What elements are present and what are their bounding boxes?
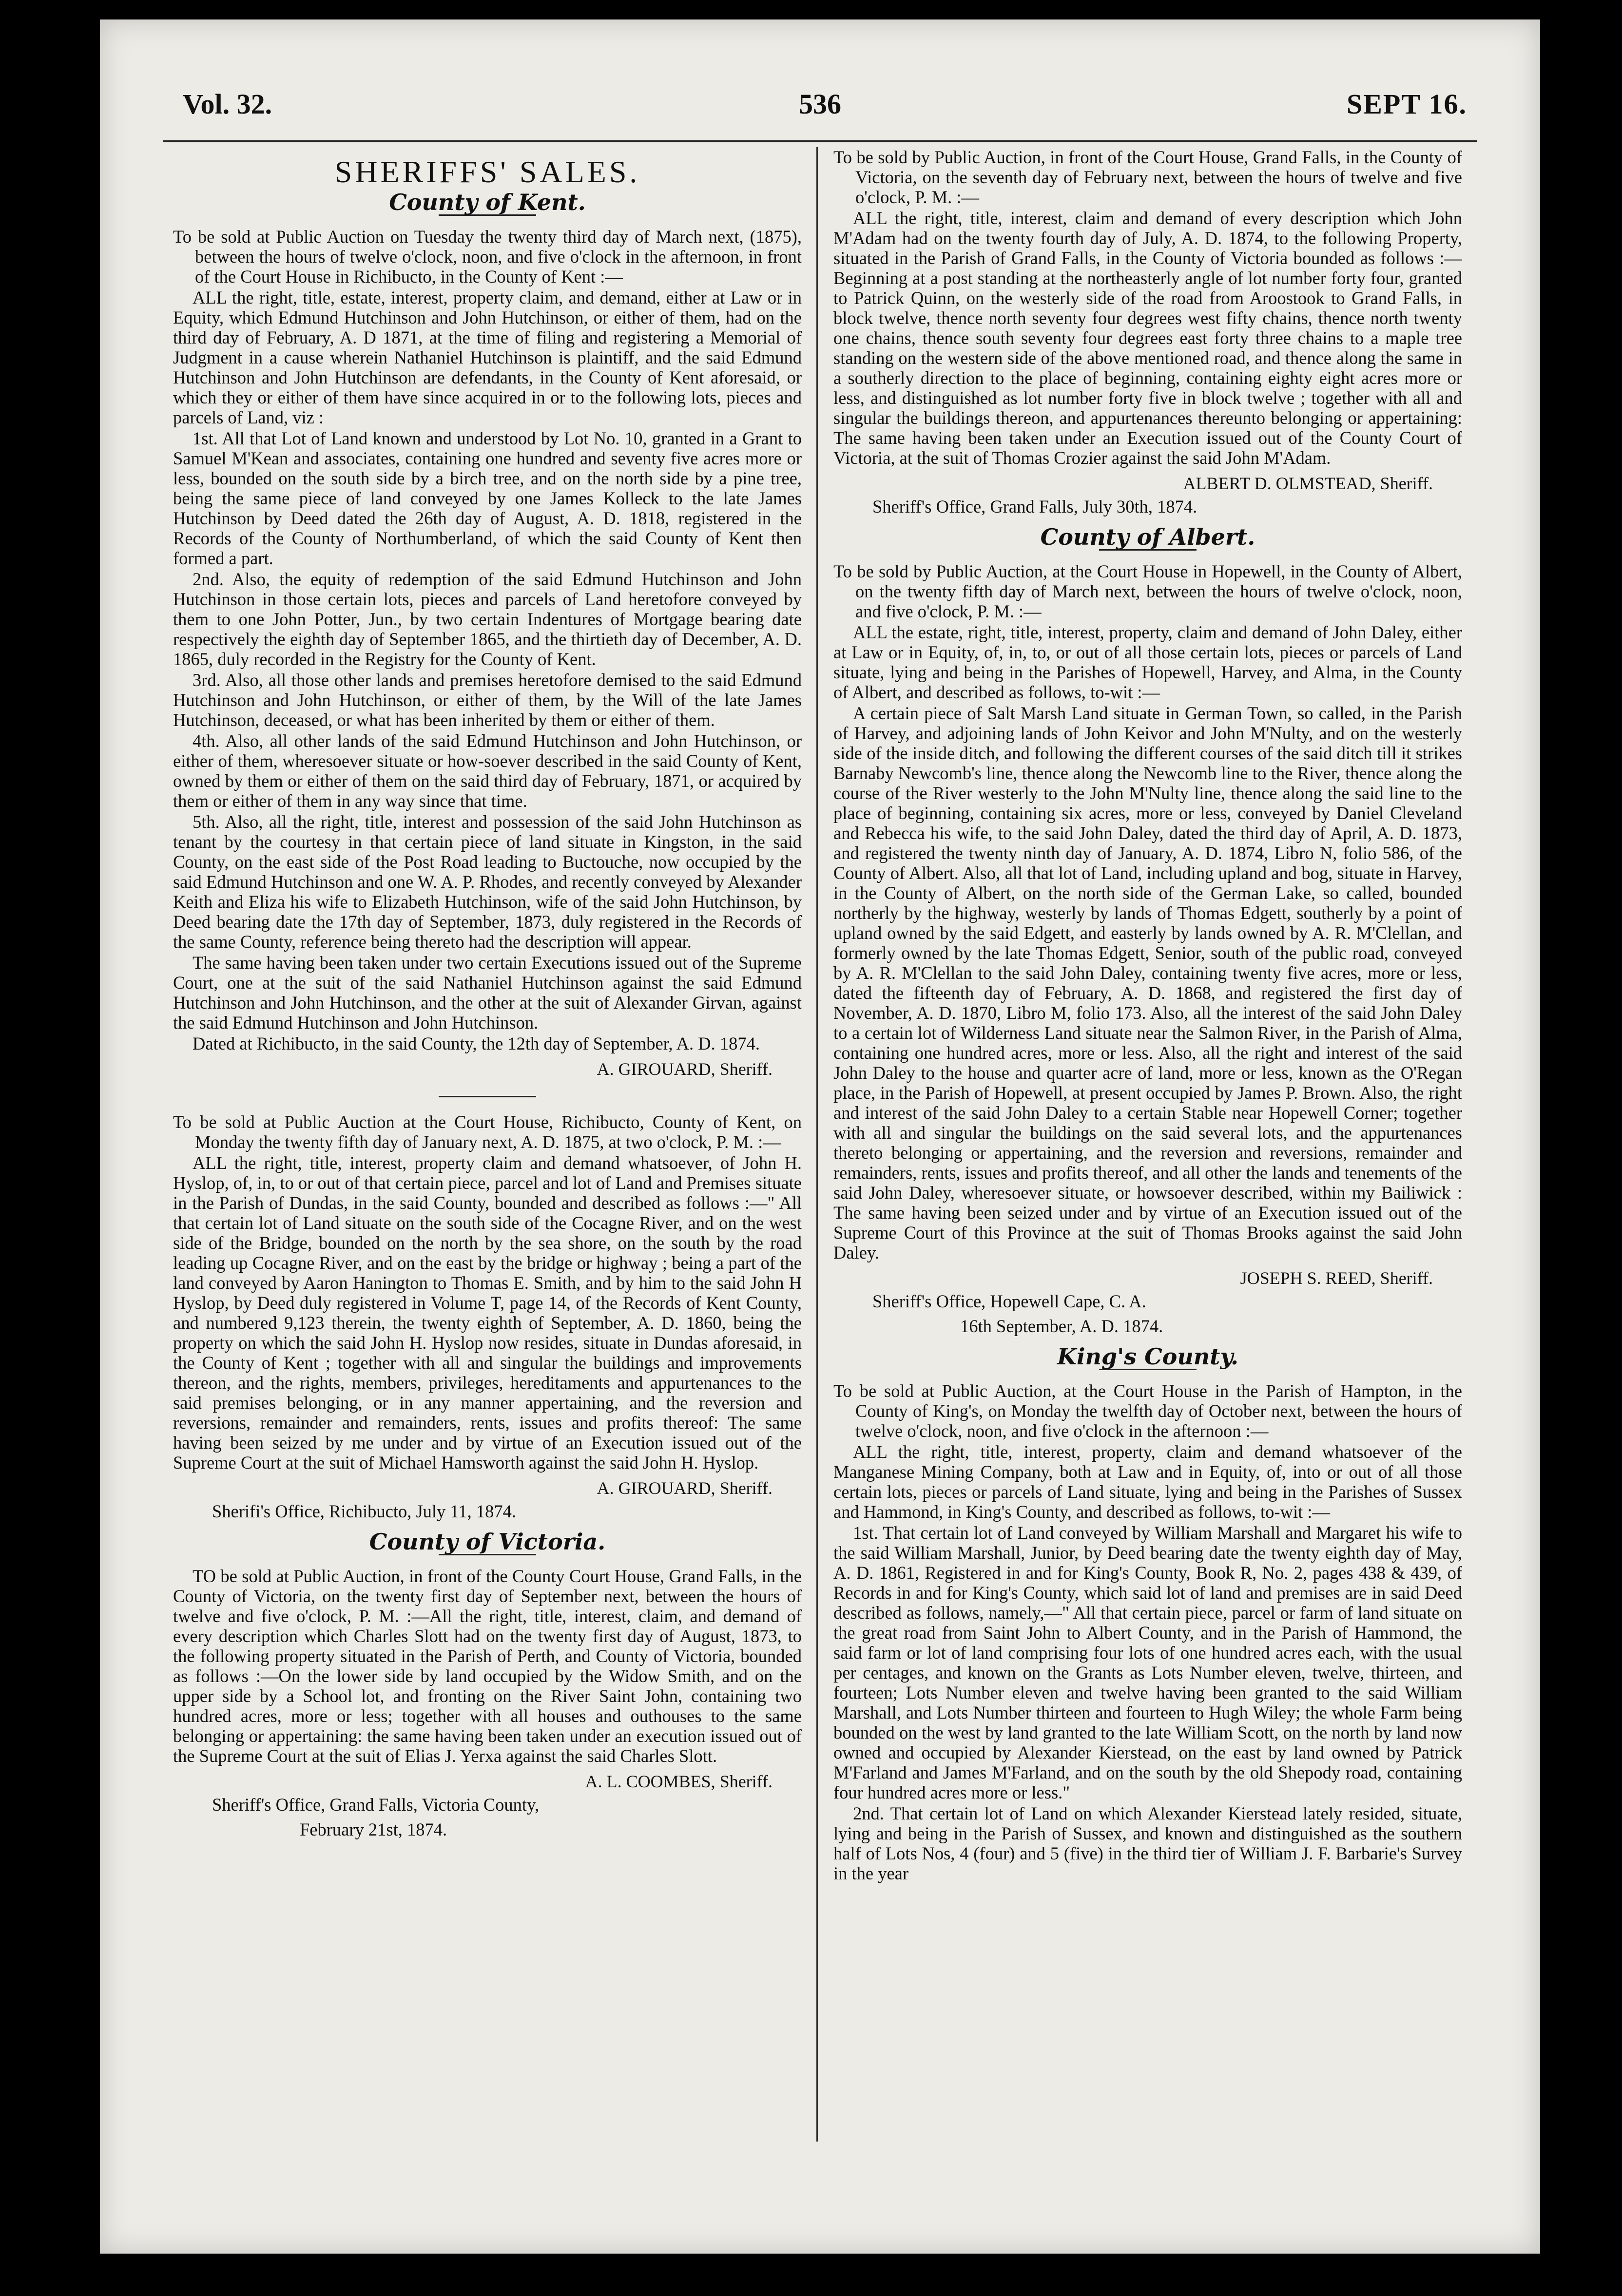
notice-paragraph: ALL the right, title, interest, property claim and demand whatsoever, of John H. Hyslop, of, in, to or out of that certain piece, parcel and lot of Land and Premises situate in the Parish of Dundas, in the said County, bounded and described as follows :—" All that certain lot of Land situate on the south side of the Cocagne River, and on the west side of the Bridge, bounded on the north by the sea shore, on the south by the road leading up Cocagne River, and on the east by the bridge or highway ; being a part of the land conveyed by Aaron Hanington to Thomas E. Smith, and by him to the said John H Hyslop, by Deed duly registered in Volume T, page 14, of the Records of Kent County, and numbered 9,123 therein, the twenty eighth of September, A. D. 1860, being the property on which the said John H. Hyslop now resides, situate in Dundas aforesaid, in the County of Kent ; together with all and singular the buildings and improvements thereon, and the rights, members, privileges, hereditaments and appurtenances to the said premises belonging, or in any manner appertaining, and the reversion and reversions, remainder and remainders, rents, issues and profits thereof: The same having been seized by me under and by virtue of an Execution issued out of the Supreme Court at the suit of Michael Hamsworth against the said John H. Hyslop. [173,1153,802,1473]
left-column [173,147,802,2098]
county-heading-albert: County of Albert. [1040,524,1255,550]
notice-paragraph: The same having been taken under two certain Executions issued out of the Supreme Court, one at the suit of the said Nathaniel Hutchinson against the said Edmund Hutchinson and John Hutchinson, and the other at the suit of Alexander Girvan, against the said Edmund Hutchinson and John Hutchinson. [173,953,802,1033]
notice-paragraph: A certain piece of Salt Marsh Land situate in German Town, so called, in the Parish of Harvey, and adjoining lands of John Keivor and John M'Nulty, and on the westerly side of the inside ditch, and following the different courses of the said ditch till it strikes Barnaby Newcomb's line, thence along the Newcomb line to the River, thence along the course of the River westerly to the John M'Nulty line, thence along the said line to the place of beginning, containing six acres, more or less, conveyed by Daniel Cleveland and Rebecca his wife, to the said John Daley, dated the third day of April, A. D. 1873, and registered the twenty ninth day of January, A. D. 1874, Libro N, folio 586, of the County of Albert. Also, all that lot of Land, including upland and bog, situate in Harvey, in the County of Albert, on the north side of the German Lake, so called, bounded northerly by the highway, westerly by lands of Thomas Edgett, southerly by a point of upland owned by the said Edgett, and easterly by lands owned by A. R. M'Clellan, and formerly owned by the late Thomas Edgett, Senior, south of the public road, conveyed by A. R. M'Clellan to the said John Daley, containing twenty five acres, more or less, dated the fifteenth day of February, A. D. 1868, and registered the first day of November, A. D. 1870, Libro M, folio 173. Also, all the interest of the said John Daley to a certain lot of Wilderness Land situate near the Salmon River, in the Parish of Alma, containing one hundred acres, more or less. Also, all the right and interest of the said John Daley to the house and quarter acre of land, more or less, known as the O'Regan place, in the Parish of Hopewell, at present occupied by James P. Brown. Also, the right and interest of the said John Daley to a certain Stable near Hopewell Corner; together with all and singular the buildings on the said several lots, and the appurtenances thereto belonging or appertaining, and the reversion and reversions, remainder and remainders, rents, issues and profits thereof, and all other the lands and tenements of the said John Daley, wheresoever situate, or howsoever described, within my Bailiwick : The same having been seized under and by virtue of an Execution issued out of the Supreme Court of this Province at the suit of Thomas Brooks against the said John Daley. [833,703,1462,1263]
sheriff-signature: A. GIROUARD, Sheriff. [597,1478,772,1498]
newspaper-page [100,19,1540,2254]
issue-date: SEPT 16. [1346,88,1467,120]
notice-dated: Dated at Richibucto, in the said County, the 12th day of September, A. D. 1874. [193,1033,760,1053]
page-header [163,78,1477,136]
volume-label: Vol. 32. [183,88,272,120]
sheriff-signature: A. GIROUARD, Sheriff. [597,1059,772,1079]
notice-paragraph: ALL the right, title, estate, interest, property claim, and demand, either at Law or in Equity, which Edmund Hutchinson and John Hutchinson, or either of them, had on the third day of February, A. D 1871, at the time of filing and registering a Memorial of Judgment in a cause wherein Nathaniel Hutchinson is plaintiff, and the said Edmund Hutchinson and John Hutchinson are defendants, in the County of Kent aforesaid, or which they or either of them have since acquired in or to the following lots, pieces and parcels of Land, viz : [173,287,802,427]
header-rule [163,140,1477,142]
notice-intro: To be sold at Public Auction on Tuesday the twenty third day of March next, (1875), between the hours of twelve o'clock, noon, and five o'clock in the afternoon, in front of the Court House in Richibucto, in the County of Kent :— [173,227,802,287]
sheriff-signature: JOSEPH S. REED, Sheriff. [1240,1268,1433,1288]
notice-paragraph: ALL the right, title, interest, property, claim and demand whatsoever of the Manganese Mining Company, both at Law and in Equity, of, into or out of all those certain lots, pieces or parcels of Land situate, lying and being in the Parishes of Sussex and Hammond, in King's County, and described as follows, to-wit :— [833,1442,1462,1522]
sheriff-signature: ALBERT D. OLMSTEAD, Sheriff. [1183,474,1433,493]
notice-paragraph: ALL the estate, right, title, interest, property, claim and demand of John Daley, either at Law or in Equity, of, in, to, or out of all those certain lots, pieces or parcels of Land situate, lying and being in the Parishes of Hopewell, Harvey, and Alma, in the County of Albert, and described as follows, to-wit :— [833,622,1462,702]
county-heading-victoria: County of Victoria. [369,1529,606,1555]
notice-paragraph: 3rd. Also, all those other lands and premises heretofore demised to the said Edmund Hutchinson and John Hutchinson, or either of them, by the Will of the late James Hutchinson, deceased, or what has been inherited by them or either of them. [173,670,802,730]
right-column [833,147,1462,2098]
notice-paragraph: 2nd. Also, the equity of redemption of the said Edmund Hutchinson and John Hutchinson in those certain lots, pieces and parcels of Land heretofore conveyed by them to one John Potter, Jun., by two certain Indentures of Mortgage bearing date respectively the eighth day of September 1865, and the thirtieth day of December, A. D. 1865, duly recorded in the Registry for the County of Kent. [173,569,802,669]
county-heading-kings: King's County. [1057,1343,1238,1370]
page-number: 536 [799,88,841,120]
column-divider [816,147,818,2142]
sheriff-office: Sheriff's Office, Hopewell Cape, C. A. [872,1291,1146,1311]
notice-paragraph: 2nd. That certain lot of Land on which Alexander Kierstead lately resided, situate, lying and being in the Parish of Sussex, and known and distinguished as the southern half of Lots Nos, 4 (four) and 5 (five) in the third tier of William J. F. Barbarie's Survey in the year [833,1803,1462,1883]
sheriff-office: Sheriff's Office, Grand Falls, July 30th, 1874. [872,497,1197,517]
sheriff-office: Sherifi's Office, Richibucto, July 11, 1874. [212,1501,516,1521]
notice-paragraph: ALL the right, title, interest, claim and demand of every description which John M'Adam had on the twenty fourth day of July, A. D. 1874, to the following Property, situated in the Parish of Grand Falls, in the County of Victoria bounded as follows :—Beginning at a post standing at the northeasterly angle of lot number forty four, granted to Patrick Quinn, on the westerly side of the road from Aroostook to Grand Falls, in block twelve, thence north seventy four degrees west fifty chains, thence north twenty one chains, thence south seventy four degrees east forty three chains to a maple tree standing on the western side of the above mentioned road, and thence along the same in a southerly direction to the place of beginning, containing eighty eight acres more or less, and distinguished as lot number forty five in block twelve ; together with all and singular the buildings thereon, and appurtenances thereunto belonging or appertaining: The same having been taken under an Execution issued out of the County Court of Victoria, at the suit of Thomas Crozier against the said John M'Adam. [833,208,1462,468]
sheriff-office-date: 16th September, A. D. 1874. [960,1316,1163,1336]
notice-paragraph: 1st. That certain lot of Land conveyed by William Marshall and Margaret his wife to the said William Marshall, Junior, by Deed bearing date the twenty eighth day of May, A. D. 1861, Registered in and for King's County, Book R, No. 2, pages 438 & 439, of Records in and for King's County, which said lot of land and premises are in said Deed described as follows, namely,—" All that certain piece, parcel or farm of land situate on the great road from Saint John to Albert County, and in the Parish of Hammond, the said farm or lot of land comprising four lots of one hundred acres each, with the usual per centages, and known on the Grants as Lots Number eleven, twelve, thirteen, and fourteen; Lots Number eleven and twelve having been granted to the said William Marshall, and Lots Number thirteen and fourteen to Hugh Wiley; the whole Farm being bounded on the west by land granted to the late William Scott, on the north by land now owned and occupied by Alexander Kierstead, on the east by land owned by Patrick M'Farland and James M'Farland, and on the south by the old Shepody road, containing four hundred acres more or less." [833,1523,1462,1802]
county-heading-kent: County of Kent. [389,189,586,215]
sheriff-office-date: February 21st, 1874. [300,1819,447,1839]
notice-paragraph: 1st. All that Lot of Land known and understood by Lot No. 10, granted in a Grant to Samuel M'Kean and associates, containing one hundred and seventy five acres more or less, bounded on the south side by a birch tree, and on the north side by a pine tree, being the same piece of land conveyed by one James Kolleck to the late James Hutchinson by Deed dated the 26th day of August, A. D. 1818, registered in the Records of the County of Northumberland, of which the said County of Kent then formed a part. [173,428,802,568]
notice-intro: To be sold by Public Auction, at the Court House in Hopewell, in the County of Albert, on the twenty fifth day of March next, between the hours of twelve o'clock, noon, and five o'clock, P. M. :— [833,561,1462,621]
notice-intro: To be sold by Public Auction, in front of the Court House, Grand Falls, in the County of Victoria, on the seventh day of February next, between the hours of twelve and five o'clock, P. M. :— [833,147,1462,207]
notice-intro: To be sold at Public Auction at the Court House, Richibucto, County of Kent, on Monday the twenty fifth day of January next, A. D. 1875, at two o'clock, P. M. :— [173,1112,802,1152]
notice-paragraph: 5th. Also, all the right, title, interest and possession of the said John Hutchinson as tenant by the courtesy in that certain piece of land situate in Kingston, in the said County, on the east side of the Post Road leading to Buctouche, now occupied by the said Edmund Hutchinson and one W. A. P. Rhodes, and recently conveyed by Alexander Keith and Eliza his wife to Elizabeth Hutchinson, wife of the said John Hutchinson, by Deed bearing date the 17th day of September, 1873, duly registered in the Records of the same County, reference being thereto had the description will appear. [173,812,802,952]
notice-paragraph: TO be sold at Public Auction, in front of the County Court House, Grand Falls, in the County of Victoria, on the twenty first day of September next, between the hours of twelve and five o'clock, P. M. :—All the right, title, interest, claim, and demand of every description which Charles Slott had on the twenty first day of August, 1873, to the following property situated in the Parish of Perth, and County of Victoria, bounded as follows :—On the lower side by land occupied by the Widow Smith, and on the upper side by a School lot, and fronting on the River Saint John, containing two hundred acres, more or less; together with all houses and outhouses to the same belonging or appertaining: the same having been taken under an execution issued out of the Supreme Court at the suit of Elias J. Yerxa against the said Charles Slott. [173,1566,802,1766]
sheriff-office: Sheriff's Office, Grand Falls, Victoria County, [212,1795,540,1815]
sheriff-signature: A. L. COOMBES, Sheriff. [585,1772,772,1791]
notice-separator [439,1096,536,1097]
main-title: SHERIFFS' SALES. [334,154,640,189]
notice-paragraph: 4th. Also, all other lands of the said Edmund Hutchinson and John Hutchinson, or either of them, wheresoever situate or how-soever described in the said County of Kent, owned by them or either of them on the said third day of February, 1871, or acquired by them or either of them in any way since that time. [173,731,802,811]
notice-intro: To be sold at Public Auction, at the Court House in the Parish of Hampton, in the County of King's, on Monday the twelfth day of October next, between the hours of twelve o'clock, noon, and five o'clock in the afternoon :— [833,1381,1462,1441]
